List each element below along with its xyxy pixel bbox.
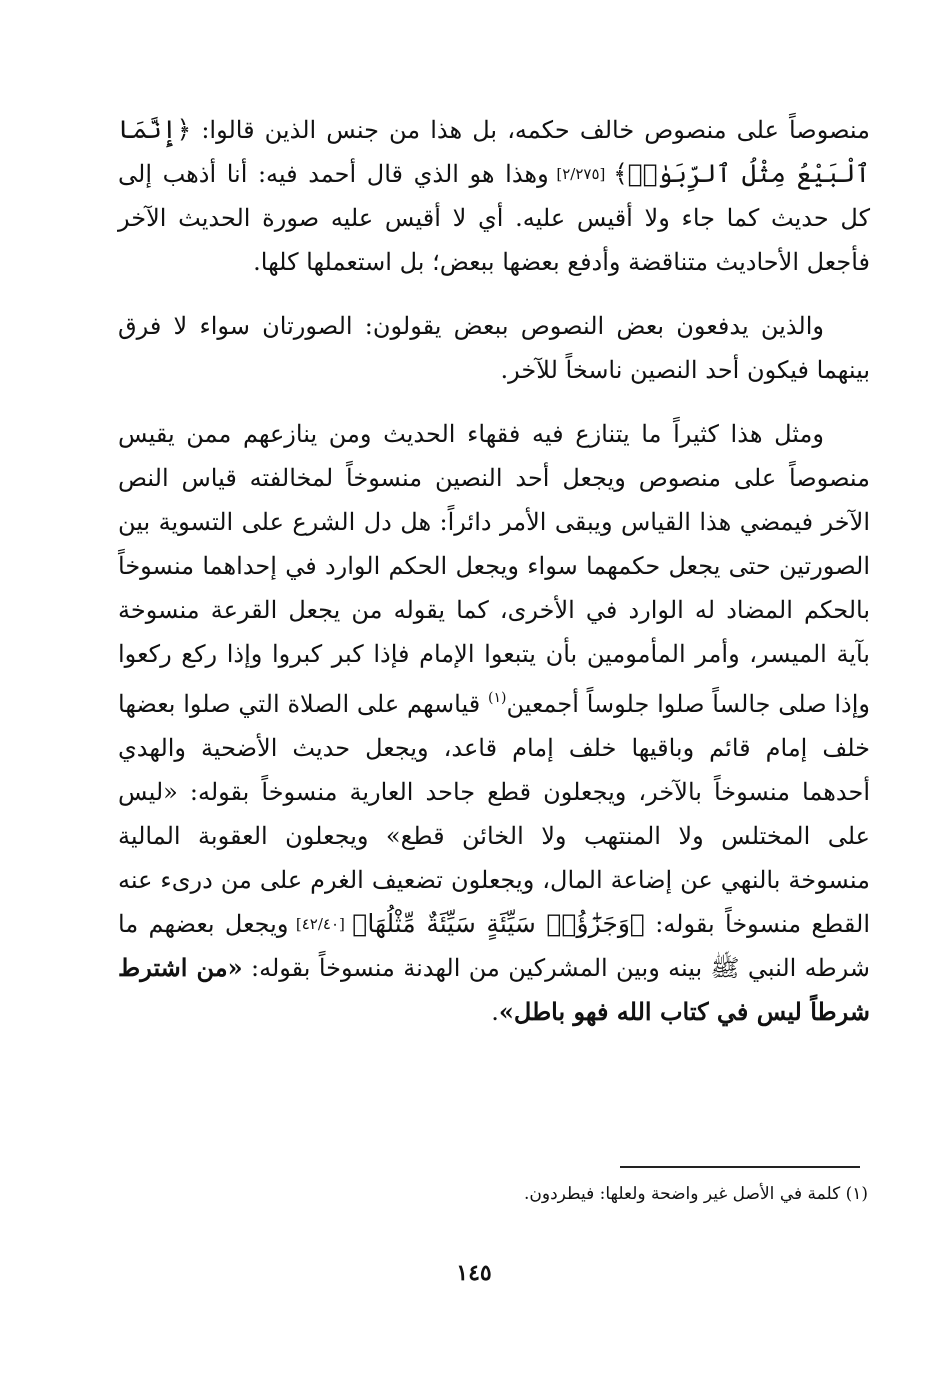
main-text bbox=[118, 108, 870, 1034]
paragraph-2-text: والذين يدفعون بعض النصوص ببعض يقولون: الصورتان سواء لا فرق بينهما فيكون أحد النصين ناسخاً للآخر. bbox=[118, 312, 870, 384]
paragraph-3-text-c: ويجعل بعضهم ما شرطه النبي ﷺ بينه وبين المشركين من الهدنة منسوخاً بقوله: bbox=[118, 910, 870, 982]
verse-reference-1: [٢/٢٧٥] bbox=[548, 165, 614, 183]
verse-reference-2: [٤٢/٤٠] bbox=[288, 915, 353, 933]
quran-verse-2: ﴿وَجَزَٰٓؤُا۟ سَيِّئَةٍ سَيِّئَةٌ مِّثْلُهَا﴾ bbox=[352, 909, 645, 938]
paragraph-1 bbox=[118, 108, 870, 284]
paragraph-1-text-b: وهذا هو الذي قال أحمد فيه: أنا أذهب إلى كل حديث كما جاء ولا أقيس عليه. أي لا أقيس عليه صورة الحديث الآخر فأجعل الأحاديث متناقضة وأدفع بعضها ببعض؛ بل استعملها كلها. bbox=[118, 160, 870, 276]
paragraph-3-end: . bbox=[491, 998, 499, 1026]
footnote-marker: (١) bbox=[487, 690, 507, 706]
page-number: ١٤٥ bbox=[456, 1260, 492, 1286]
quran-verse-1: ﴿إِنَّمَا ٱلْبَيْعُ مِثْلُ ٱلرِّبَوٰا۟﴾ bbox=[118, 115, 870, 188]
paragraph-1-text-a: منصوصاً على منصوص خالف حكمه، بل هذا من جنس الذين قالوا: bbox=[191, 116, 870, 144]
footnote-divider bbox=[620, 1166, 860, 1168]
paragraph-2 bbox=[118, 304, 870, 392]
hadith-quote: «من اشترط شرطاً ليس في كتاب الله فهو باطل» bbox=[118, 953, 870, 1026]
paragraph-3-text-a: ومثل هذا كثيراً ما يتنازع فيه فقهاء الحديث ومن ينازعهم ممن يقيس منصوصاً على منصوص ويجعل أحد النصين منسوخاً لمخالفته قياس النص الآخر فيمضي هذا القياس ويبقى الأمر دائراً: هل دل الشرع على التسوية بين الصورتين حتى يجعل حكمهما سواء ويجعل الحكم الوارد في إحداهما منسوخاً بالحكم المضاد له الوارد في الأخرى، كما يقوله من يجعل القرعة منسوخة بآية الميسر، وأمر المأمومين بأن يتبعوا الإمام فإذا كبر كبروا وإذا ركع ركعوا وإذا صلى جالساً صلوا جلوساً أجمعين bbox=[118, 420, 870, 718]
footnote: (١) كلمة في الأصل غير واضحة ولعلها: فيطردون. bbox=[524, 1184, 868, 1204]
paragraph-3-text-b: قياسهم على الصلاة التي صلوا بعضها خلف إمام قائم وباقيها خلف إمام قاعد، ويجعل حديث الأضحية والهدي أحدهما منسوخاً بالآخر، ويجعلون قطع جاحد العارية منسوخاً بقوله: «ليس على المختلس ولا المنتهب ولا الخائن قطع» ويجعلون العقوبة المالية منسوخة بالنهي عن إضاعة المال، ويجعلون تضعيف الغرم على من درىء عنه القطع منسوخاً بقوله: bbox=[118, 690, 870, 938]
paragraph-3 bbox=[118, 412, 870, 1034]
